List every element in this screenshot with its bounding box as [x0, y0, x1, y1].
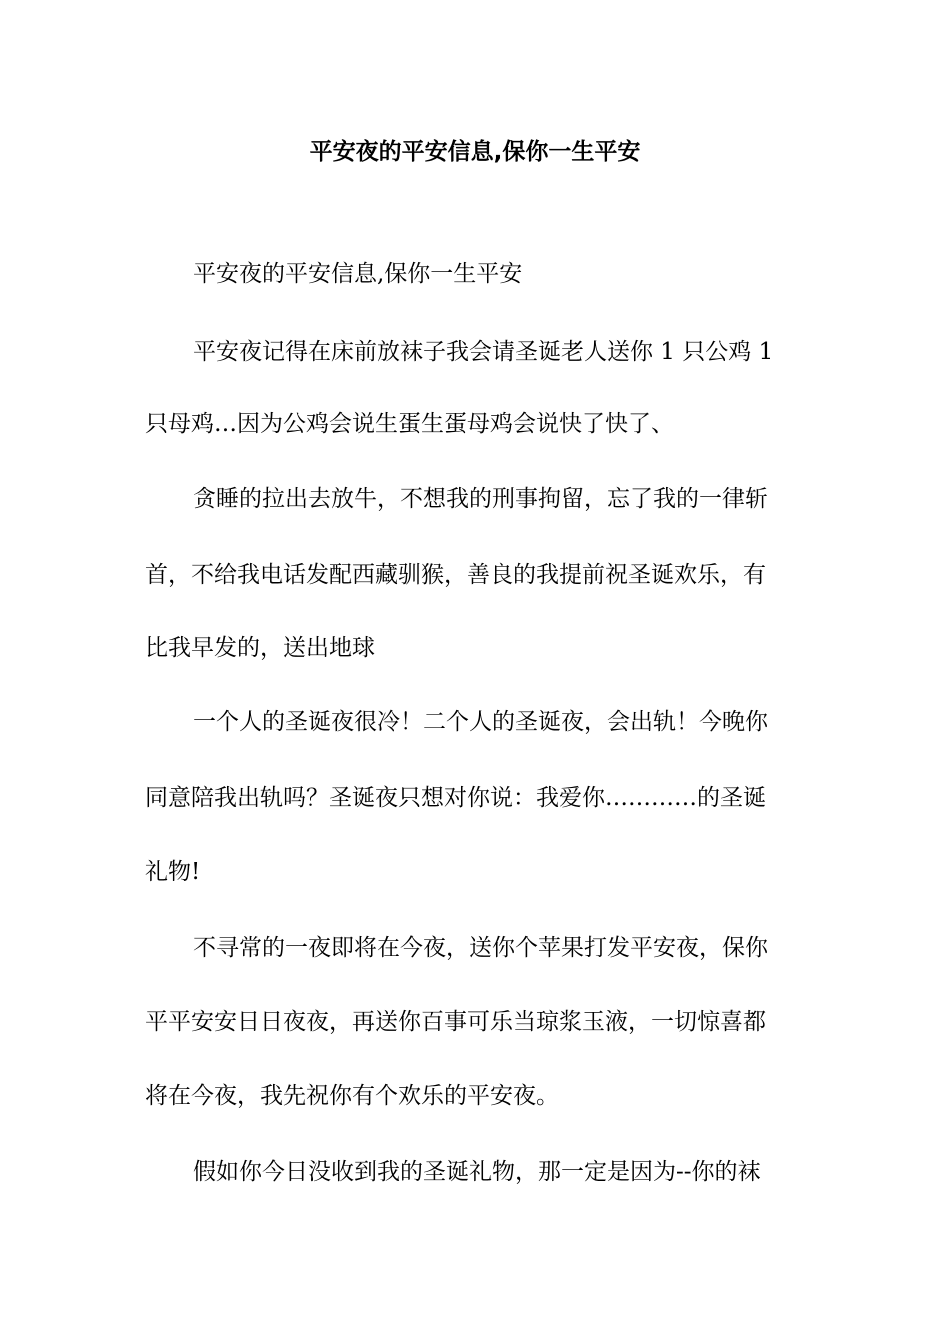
paragraph-line: 礼物!: [145, 859, 201, 885]
paragraph-line: 平安夜记得在床前放袜子我会请圣诞老人送你 1 只公鸡 1: [193, 339, 774, 365]
paragraph-line: 只母鸡…因为公鸡会说生蛋生蛋母鸡会说快了快了、: [145, 411, 674, 437]
paragraph-line: 首，不给我电话发配西藏驯猴，善良的我提前祝圣诞欢乐，有: [145, 562, 766, 588]
paragraph-line: 贪睡的拉出去放牛，不想我的刑事拘留，忘了我的一律斩: [193, 486, 768, 512]
document-title: 平安夜的平安信息,保你一生平安: [309, 139, 641, 165]
paragraph-line: 平安夜的平安信息,保你一生平安: [193, 261, 523, 287]
paragraph-line: 比我早发的，送出地球: [145, 635, 375, 661]
paragraph-line: 同意陪我出轨吗？圣诞夜只想对你说：我爱你…………的圣诞: [145, 785, 766, 811]
paragraph-line: 假如你今日没收到我的圣诞礼物，那一定是因为--你的袜: [193, 1159, 761, 1185]
paragraph-line: 一个人的圣诞夜很冷！二个人的圣诞夜，会出轨！今晚你: [193, 709, 768, 735]
paragraph-line: 平平安安日日夜夜，再送你百事可乐当琼浆玉液，一切惊喜都: [145, 1009, 766, 1035]
paragraph-line: 将在今夜，我先祝你有个欢乐的平安夜。: [145, 1083, 559, 1109]
paragraph-line: 不寻常的一夜即将在今夜，送你个苹果打发平安夜，保你: [193, 935, 768, 961]
